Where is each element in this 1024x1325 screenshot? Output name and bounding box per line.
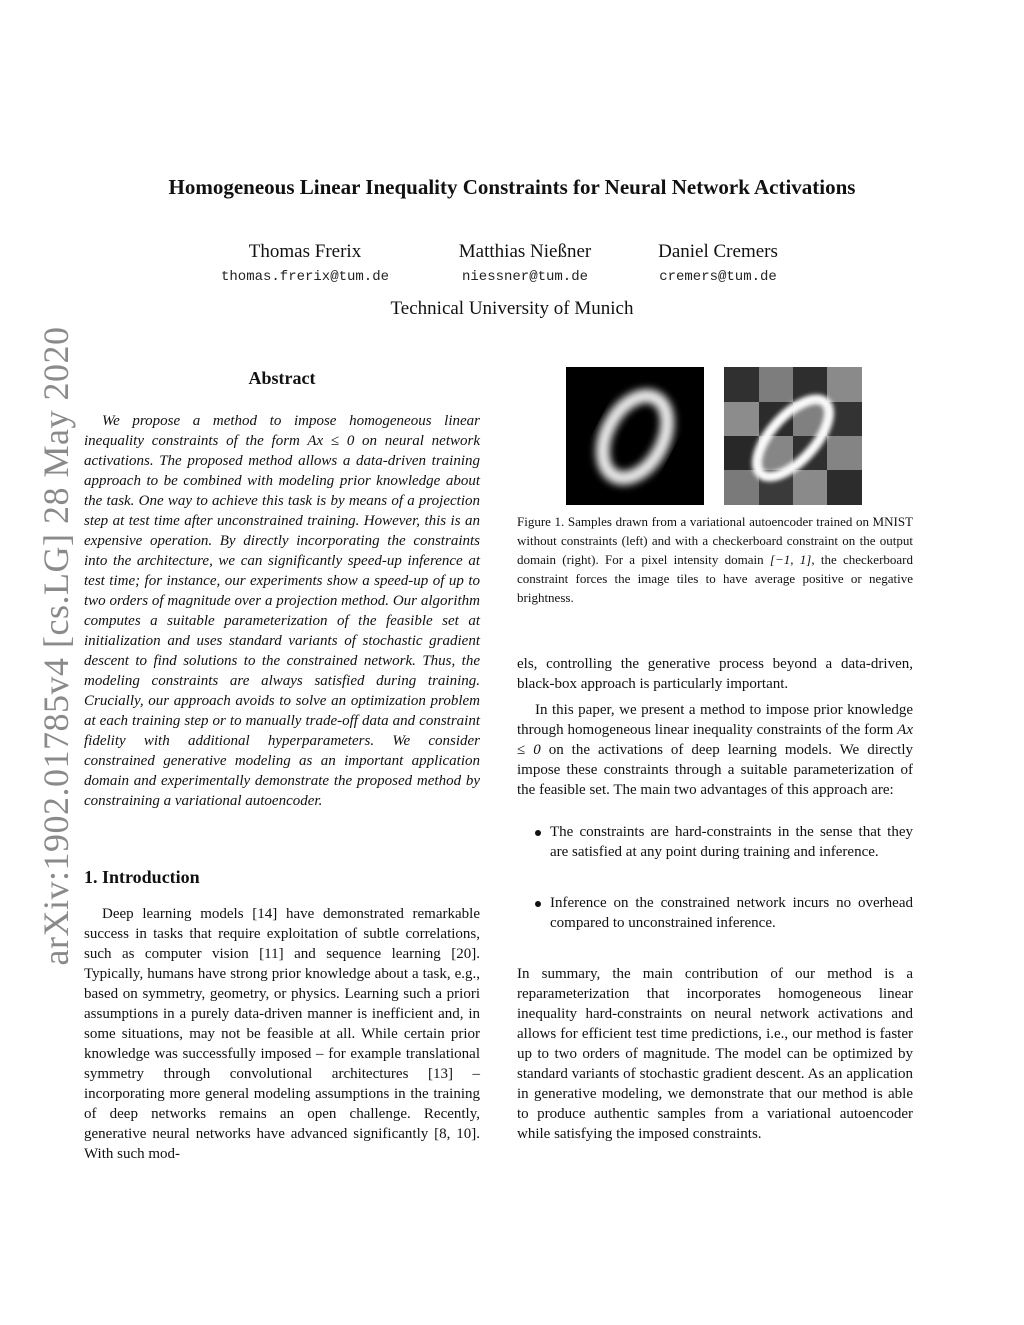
abstract-heading: Abstract xyxy=(248,368,316,388)
list-item: Inference on the constrained network incurs no overhead compared to unconstrained inference. xyxy=(517,893,913,933)
advantages-list xyxy=(517,822,913,933)
mnist-sample-checkerboard xyxy=(724,367,862,505)
paragraph-contribution-intro: In this paper, we present a method to impose prior knowledge through homogeneous linear inequality constraints of the form Ax ≤ 0 on the activations of deep learning models. We directly impose these constraints through a suitable parameterization of the feasible set. The main two advantages of this approach are: xyxy=(517,702,914,798)
inline-math: [−1, 1] xyxy=(769,552,812,567)
mnist-sample-unconstrained xyxy=(566,367,704,505)
abstract-text: We propose a method to impose homogeneous linear inequality constraints of the form Ax ≤ 0 on neural network activations. The proposed method allows a data-driven training approach to be combined with modeling prior knowledge about the task. One way to achieve this task is by means of a projection step at test time after unconstrained training. However, this is an expensive operation. By directly incorporating the constraints into the architecture, we can significantly speed-up inference at test time; for instance, our experiments show a speed-up of up to two orders of magnitude over a projection method. Our algorithm computes a suitable parameterization of the feasible set at initialization and uses standard variants of stochastic gradient descent to find solutions to the constrained network. Thus, the modeling constraints are always satisfied during training. Crucially, our approach avoids to solve an optimization problem at each training step or to manually trade-off data and constraint fidelity with additional hyperparameters. We consider constrained generative modeling as an important application domain and experimentally demonstrate the proposed method by constraining a variational autoencoder. xyxy=(84,413,480,809)
author-email[interactable]: cremers@tum.de xyxy=(659,269,777,285)
bullet-icon xyxy=(535,901,541,907)
introduction-heading: 1. Introduction xyxy=(84,867,200,887)
paragraph-continued: els, controlling the generative process beyond a data-driven, black-box approach is particularly important. xyxy=(517,656,913,692)
author-email[interactable]: thomas.frerix@tum.de xyxy=(220,269,390,285)
author-name: Thomas Frerix xyxy=(248,241,362,262)
bullet-icon xyxy=(535,830,541,836)
right-column xyxy=(517,366,913,1144)
author-email[interactable]: niessner@tum.de xyxy=(461,269,589,285)
paragraph-summary: In summary, the main contribution of our method is a reparameterization that incorporates homogeneous linear inequality hard-constraints on neural network activations and allows for efficient test time predictions, i.e., our method is faster up to two orders of magnitude. The model can be optimized by standard variants of stochastic gradient descent. As an application in generative modeling, we demonstrate that our method is able to produce authentic samples from a variational autoencoder while satisfying the imposed constraints. xyxy=(517,966,913,1142)
inline-math: Ax ≤ 0 xyxy=(517,722,913,758)
figure-1 xyxy=(517,366,913,506)
author-name: Matthias Nießner xyxy=(458,241,592,262)
figure-caption: Figure 1. Samples drawn from a variational autoencoder trained on MNIST without constraints (left) and with a checkerboard constraint on the output domain (right). For a pixel intensity domain [−1, 1], the checkerboard constraint forces the image tiles to have average positive or negative brightness. xyxy=(517,514,913,605)
affiliation: Technical University of Munich xyxy=(390,298,634,319)
left-column xyxy=(84,366,480,1164)
paper-title: Homogeneous Linear Inequality Constraints for Neural Network Activations xyxy=(168,175,856,199)
author-3 xyxy=(588,241,848,285)
arxiv-stamp: arXiv:1902.01785v4 [cs.LG] 28 May 2020 xyxy=(36,326,76,966)
author-name: Daniel Cremers xyxy=(658,241,778,262)
inline-math: Ax ≤ 0 xyxy=(307,433,355,449)
introduction-text: Deep learning models [14] have demonstrated remarkable success in tasks that require exploitation of subtle correlations, such as computer vision [11] and sequence learning [20]. Typically, humans have strong prior knowledge about a task, e.g., based on symmetry, geometry, or physics. Learning such a priori assumptions in a purely data-driven manner is inefficient and, in some situations, may not be feasible at all. While certain prior knowledge was successfully imposed – for example translational symmetry through convolutional architectures [13] – incorporating more general modeling assumptions in the training of deep networks remains an open challenge. Recently, generative neural networks have advanced significantly [8, 10]. With such mod- xyxy=(84,906,480,1162)
list-item: The constraints are hard-constraints in the sense that they are satisfied at any point during training and inference. xyxy=(517,822,913,862)
